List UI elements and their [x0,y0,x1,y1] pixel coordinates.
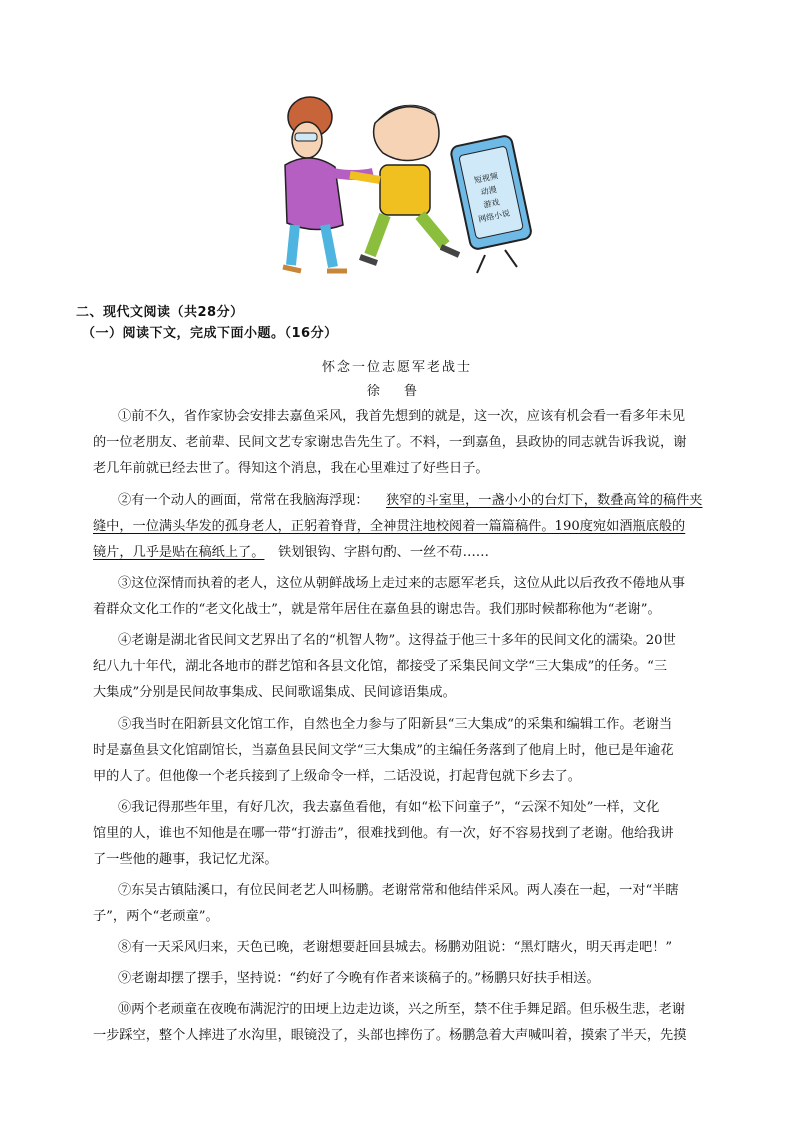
svg-text:网络小说: 网络小说 [477,208,511,225]
svg-text:游戏: 游戏 [482,197,501,210]
cartoon-illustration [255,95,555,280]
body-line: ⑦东吴古镇陆溪口，有位民间老艺人叫杨鹏。老谢常常和他结伴采风。两人凑在一起，一对“半瞎 [118,883,679,898]
phone-figure [450,135,532,273]
body-line: 纪八九十年代，湖北各地市的群艺馆和各县文化馆，都接受了采集民间文学“三大集成”的任务。“三 [93,659,668,674]
body-line: 铁划银钩、字斟句酌、一丝不苟…… [278,545,489,560]
body-line: 甲的人了。但他像一个老兵接到了上级命令一样，二话没说，打起背包就下乡去了。 [93,769,581,784]
svg-text:短视频: 短视频 [473,171,499,186]
body-line: ⑧有一天采风归来，天色已晚，老谢想要赶回县城去。杨鹏劝阻说：“黑灯瞎火，明天再走吧！” [118,940,673,955]
body-line: 时是嘉鱼县文化馆副馆长，当嘉鱼县民间文学“三大集成”的主编任务落到了他肩上时，他已是年逾花 [93,743,674,758]
article-author: 徐 鲁 [366,384,428,399]
svg-text:动漫: 动漫 [479,184,498,198]
body-line: ⑩两个老顽童在夜晚布满泥泞的田埂上边走边谈，兴之所至，禁不住手舞足蹈。但乐极生悲，老谢 [118,1002,686,1017]
body-line: 了一些他的趣事，我记忆尤深。 [93,852,278,867]
body-line: ⑥我记得那些年里，有好几次，我去嘉鱼看他，有如“松下问童子”，“云深不知处”一样，文化 [118,800,660,815]
body-line: ④老谢是湖北省民间文艺界出了名的“机智人物”。这得益于他三十多年的民间文化的濡染。20世 [118,633,676,648]
body-line: 馆里的人，谁也不知他是在哪一带“打游击”，很难找到他。有一次，好不容易找到了老谢。他给我讲 [93,826,674,841]
article-title: 怀念一位志愿军老战士 [321,360,472,375]
body-line: 的一位老朋友、老前辈、民间文艺专家谢忠告先生了。不料，一到嘉鱼，县政协的同志就告诉我说，谢 [93,435,687,450]
underlined-text: 缝中，一位满头华发的孤身老人，正躬着脊背，全神贯注地校阅着一篇篇稿件。190度宛如酒瓶底般的 [93,519,686,534]
body-line: 子”，两个“老顽童”。 [93,909,219,924]
body-line: 大集成”分别是民间故事集成、民间歌谣集成、民间谚语集成。 [93,685,456,700]
body-line: ③这位深情而执着的老人，这位从朝鲜战场上走过来的志愿军老兵，这位从此以后孜孜不倦地从事 [118,576,686,591]
woman-figure [283,97,373,271]
body-line: 着群众文化工作的“老文化战士”，就是常年居住在嘉鱼县的谢忠告。我们那时候都称他为“老谢”。 [93,602,661,617]
body-line: 一步踩空，整个人摔进了水沟里，眼镜没了，头部也摔伤了。杨鹏急着大声喊叫着，摸索了半天，先摸 [93,1028,687,1043]
man-figure [350,105,459,263]
body-line: 老几年前就已经去世了。得知这个消息，我在心里难过了好些日子。 [93,461,489,476]
underlined-text: 狭窄的斗室里，一盏小小的台灯下，数叠高耸的稿件夹 [386,493,703,508]
underlined-text: 镜片，几乎是贴在稿纸上了。 [93,545,265,560]
body-line: ⑤我当时在阳新县文化馆工作，自然也全力参与了阳新县“三大集成”的采集和编辑工作。老谢当 [118,717,673,732]
body-line: ①前不久，省作家协会安排去嘉鱼采风，我首先想到的就是，这一次，应该有机会看一看多年未见 [118,409,686,424]
section-subheading: （一）阅读下文，完成下面小题。（16分） [82,326,338,341]
body-line: ②有一个动人的画面，常常在我脑海浮现： [118,493,369,508]
body-line: ⑨老谢却摆了摆手，坚持说：“约好了今晚有作者来谈稿子的。”杨鹏只好扶手相送。 [118,971,600,986]
section-heading: 二、现代文阅读（共28分） [76,305,244,320]
